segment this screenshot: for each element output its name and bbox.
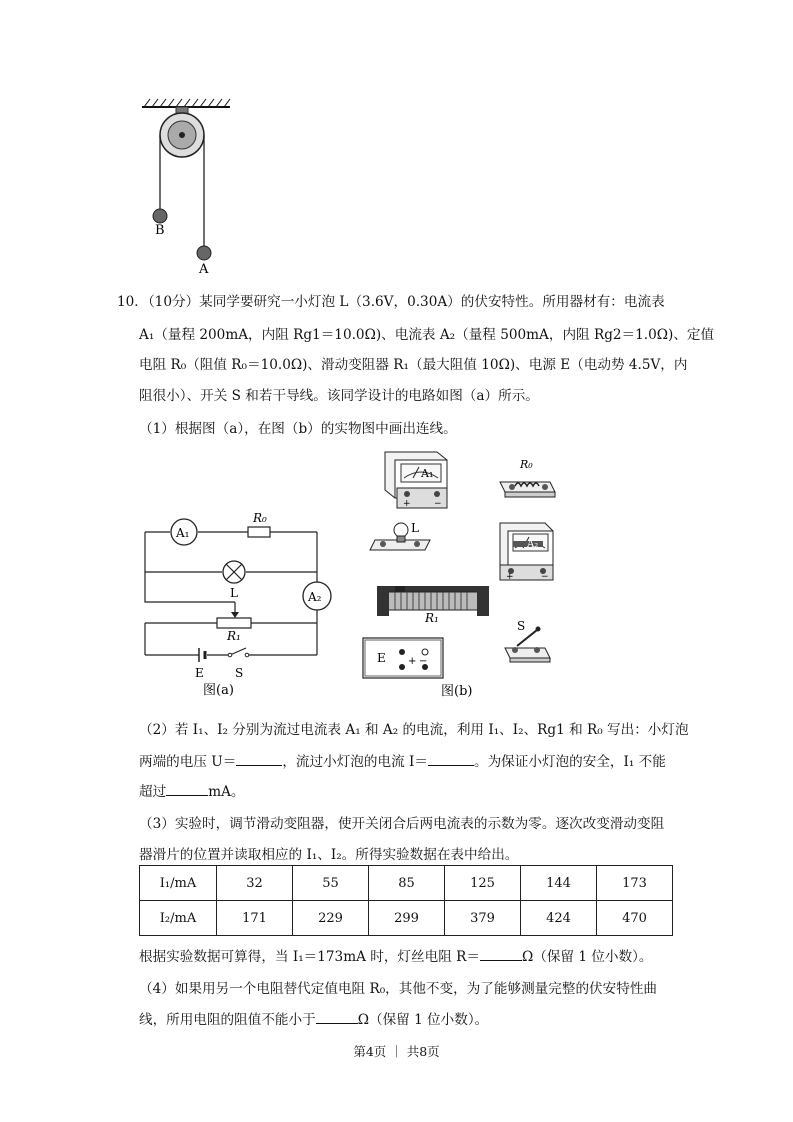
- part3-after: [139, 945, 652, 965]
- fig-b-r0-label: R₀: [520, 458, 533, 471]
- part2-line-2: [139, 750, 666, 770]
- question-number: [117, 290, 665, 310]
- part3-line-1: （3）实验时，调节滑动变阻器，使开关闭合后两电流表的示数为零。逐次改变滑动变阻: [139, 816, 665, 832]
- fig-a-e-label: E: [195, 666, 204, 680]
- part4-min-text: 线，所用电阻的阻值不能小于: [139, 1012, 316, 1028]
- part2-line-1: （2）若 I₁、I₂ 分别为流过电流表 A₁ 和 A₂ 的电流，利用 I₁、I₂、Rg1 和 R₀ 写出：小灯泡: [139, 722, 689, 738]
- intro-line-4: 阻很小）、开关 S 和若干导线。该同学设计的电路如图（a）所示。: [139, 388, 539, 404]
- part4-unit-text: Ω（保留 1 位小数）。: [357, 1012, 489, 1028]
- fig-a-a2-label: A₂: [308, 590, 322, 604]
- fig-b-e-plus: +: [408, 656, 417, 667]
- table-cell: 32: [217, 866, 293, 901]
- data-table: [139, 865, 673, 936]
- answer-blank-i1-max[interactable]: [166, 783, 208, 796]
- fig-b-e-minus: −: [419, 656, 428, 667]
- fig-a-a1-label: A₁: [176, 526, 190, 540]
- lamp-device: [370, 521, 430, 550]
- switch-device: [505, 619, 550, 662]
- fig-b-a2-minus: −: [541, 572, 549, 582]
- rheostat-r1-device: [377, 586, 489, 625]
- ammeter-a2-device: [500, 523, 553, 582]
- answer-blank-i[interactable]: [428, 753, 474, 766]
- fig-b-s-label: S: [517, 619, 526, 633]
- fig-b-e-label: E: [377, 651, 386, 665]
- table-cell: 125: [445, 866, 521, 901]
- part2-exceed-text: 超过: [139, 784, 167, 800]
- table-cell: 55: [293, 866, 369, 901]
- table-cell: 470: [597, 901, 673, 936]
- answer-blank-r[interactable]: [480, 948, 522, 961]
- pulley-figure: [130, 95, 240, 280]
- fig-b-a1-label: A₁: [421, 467, 434, 480]
- pulley-label-a: A: [199, 262, 209, 277]
- part2-limit-text: 。为保证小灯泡的安全，I₁ 不能: [473, 754, 666, 770]
- fig-b-a1-plus: +: [403, 499, 411, 509]
- figure-b-apparatus: [355, 440, 575, 705]
- fig-a-s-label: S: [235, 666, 244, 680]
- table-cell: 299: [369, 901, 445, 936]
- table-cell: 171: [217, 901, 293, 936]
- answer-blank-min-r[interactable]: [316, 1011, 358, 1024]
- fig-a-lamp-label: L: [230, 586, 238, 600]
- part3-line-2: 器滑片的位置并读取相应的 I₁、I₂。所得实验数据在表中给出。: [139, 847, 519, 863]
- ammeter-a1-device: [385, 452, 447, 509]
- fig-b-caption: 图(b): [441, 684, 473, 699]
- pulley-label-b: B: [155, 223, 165, 238]
- intro-line-1: 某同学要研究一小灯泡 L（3.6V，0.30A）的伏安特性。所用器材有：电流表: [199, 294, 665, 310]
- table-row: [140, 901, 673, 936]
- fig-a-r0-label: R₀: [253, 511, 267, 525]
- table-header-i2: I₂/mA: [140, 901, 217, 936]
- table-header-i1: I₁/mA: [140, 866, 217, 901]
- part2-unit-text: mA。: [208, 784, 245, 800]
- answer-blank-u[interactable]: [236, 753, 282, 766]
- fig-b-a2-label: A₂: [527, 539, 539, 550]
- intro-line-2: A₁（量程 200mA，内阻 Rg1＝10.0Ω)、电流表 A₂（量程 500mA，内阻 Rg2＝1.0Ω)、定值: [139, 327, 715, 343]
- table-cell: 173: [597, 866, 673, 901]
- part1-text: （1）根据图（a），在图（b）的实物图中画出连线。: [139, 421, 457, 437]
- part3-unit-text: Ω（保留 1 位小数）。: [521, 949, 653, 965]
- part2-line-3: [139, 780, 245, 800]
- part4-line-1: （4）如果用另一个电阻替代定值电阻 R₀，其他不变，为了能够测量完整的伏安特性曲: [139, 981, 658, 997]
- fig-b-r1-label: R₁: [425, 611, 439, 625]
- resistor-r0-device: [500, 458, 555, 497]
- fig-a-caption: 图(a): [203, 683, 234, 698]
- intro-line-3: 电阻 R₀（阻值 R₀＝10.0Ω)、滑动变阻器 R₁（最大阻值 10Ω)、电源 E（电动势 4.5V，内: [139, 357, 688, 373]
- table-row: [140, 866, 673, 901]
- part2-i-text: ，流过小灯泡的电流 I＝: [282, 754, 428, 770]
- fig-a-r1-label: R₁: [227, 629, 241, 643]
- table-cell: 144: [521, 866, 597, 901]
- table-cell: 85: [369, 866, 445, 901]
- fig-b-a1-minus: −: [434, 499, 442, 509]
- question-number-score: 10．（10分）: [117, 294, 200, 310]
- power-supply-device: [363, 638, 443, 678]
- table-cell: 379: [445, 901, 521, 936]
- page-footer: 第4页 ｜ 共8页: [353, 1044, 440, 1059]
- table-cell: 229: [293, 901, 369, 936]
- part4-line-2: [139, 1008, 488, 1028]
- fig-b-lamp-label: L: [411, 521, 419, 535]
- part2-u-text: 两端的电压 U＝: [139, 754, 237, 770]
- part3-r-text: 根据实验数据可算得，当 I₁＝173mA 时，灯丝电阻 R＝: [139, 949, 480, 965]
- figure-a-circuit: [135, 505, 335, 700]
- fig-b-a2-plus: +: [506, 572, 514, 582]
- table-cell: 424: [521, 901, 597, 936]
